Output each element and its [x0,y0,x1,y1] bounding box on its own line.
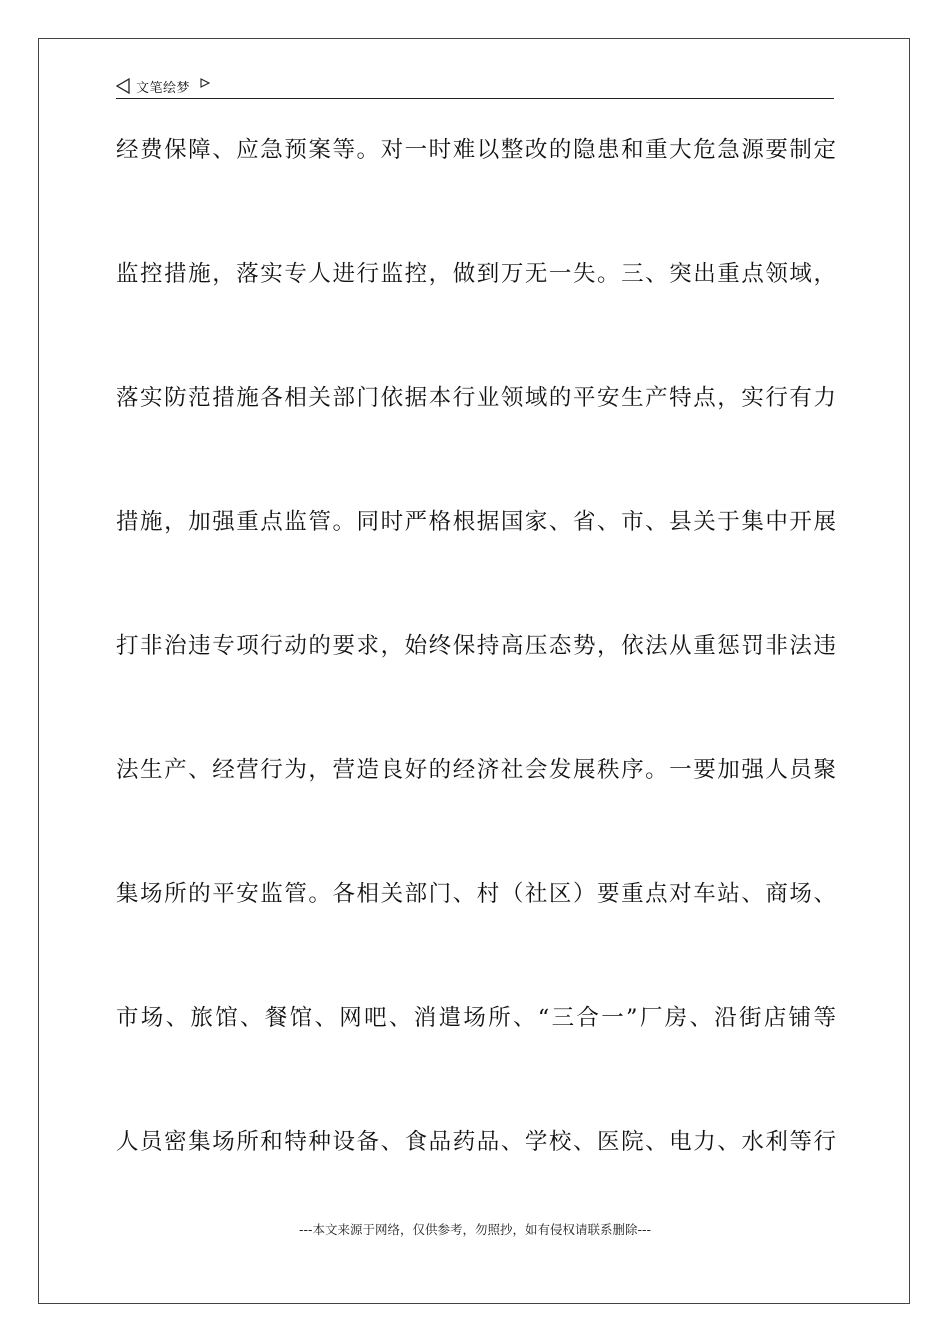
text-line: 落实防范措施各相关部门依据本行业领域的平安生产特点，实行有力 [116,385,836,411]
text-line: 集场所的平安监管。各相关部门、村（社区）要重点对车站、商场、 [116,881,836,907]
text-line: 市场、旅馆、餐馆、网吧、消遣场所、“三合一”厂房、沿街店铺等 [116,1005,836,1031]
body-text [116,128,836,1244]
page-header [116,74,834,99]
page-footer: ---本文来源于网络，仅供参考，勿照抄，如有侵权请联系删除--- [298,1222,652,1237]
text-line: 法生产、经营行为，营造良好的经济社会发展秩序。一要加强人员聚 [116,757,836,783]
triangle-left-icon [116,78,130,94]
header-brand: 文笔绘梦 [136,80,191,96]
triangle-right-icon [200,78,210,88]
text-line: 监控措施，落实专人进行监控，做到万无一失。三、突出重点领域， [116,261,836,287]
text-line: 打非治违专项行动的要求，始终保持高压态势，依法从重惩罚非法违 [116,633,836,659]
text-line: 经费保障、应急预案等。对一时难以整改的隐患和重大危急源要制定 [116,137,836,163]
text-line: 人员密集场所和特种设备、食品药品、学校、医院、电力、水利等行 [116,1129,836,1155]
text-line: 措施，加强重点监管。同时严格根据国家、省、市、县关于集中开展 [116,509,836,535]
